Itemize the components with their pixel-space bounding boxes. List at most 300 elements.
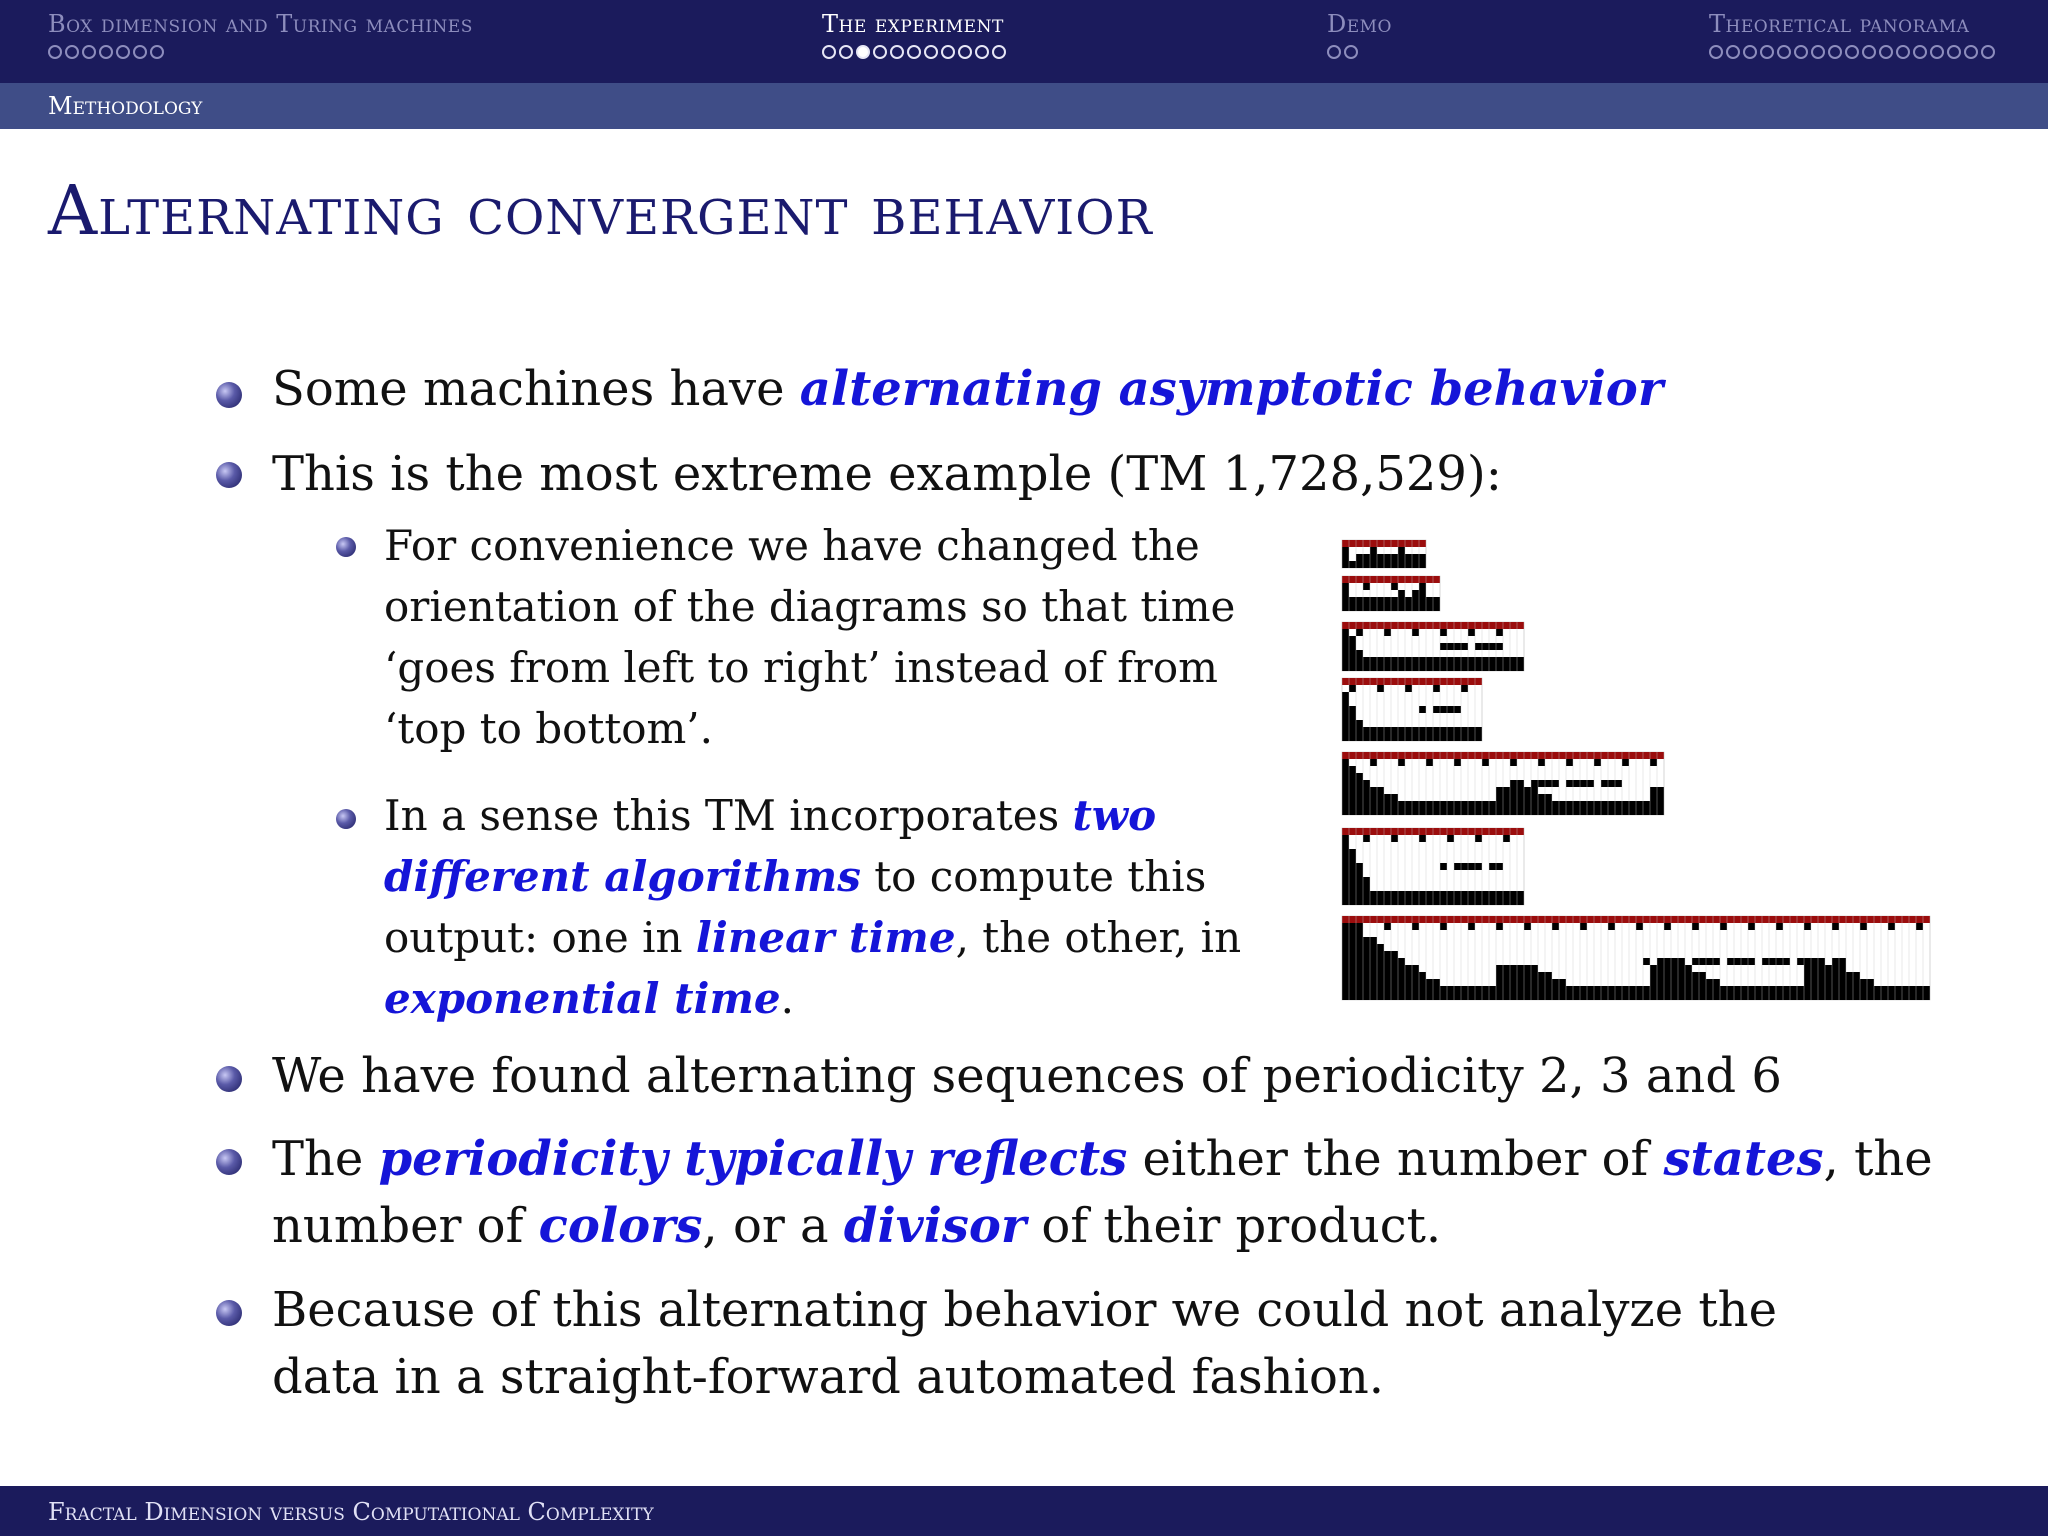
bullet-text: data in a straight-forward automated fashion. <box>272 1349 1385 1405</box>
diagram-cell <box>1384 801 1391 808</box>
diagram-cell <box>1391 554 1398 561</box>
subbullet-line: In a sense this TM incorporates two <box>384 791 1157 840</box>
diagram-cell <box>1538 780 1545 787</box>
diagram-cell <box>1342 835 1349 842</box>
nav-slide-dot[interactable] <box>1947 45 1961 59</box>
diagram-cell <box>1412 808 1419 815</box>
diagram-cell <box>1496 923 1503 930</box>
diagram-cell <box>1342 713 1349 720</box>
diagram-cell <box>1384 597 1391 604</box>
diagram-cell <box>1349 958 1356 965</box>
diagram-cell <box>1615 801 1622 808</box>
diagram-cell <box>1482 664 1489 671</box>
diagram-cell <box>1496 787 1503 794</box>
diagram-cell <box>1699 972 1706 979</box>
nav-slide-dot[interactable] <box>1811 45 1825 59</box>
diagram-cell <box>1545 801 1552 808</box>
diagram-cell <box>1510 780 1517 787</box>
diagram-cell <box>1650 808 1657 815</box>
diagram-cell <box>1370 993 1377 1000</box>
diagram-cell <box>1384 734 1391 741</box>
diagram-cell <box>1447 986 1454 993</box>
diagram-cell <box>1559 993 1566 1000</box>
diagram-cell <box>1349 773 1356 780</box>
diagram-cell <box>1503 794 1510 801</box>
diagram-cell <box>1377 734 1384 741</box>
diagram-cell <box>1377 727 1384 734</box>
diagram-cell <box>1440 923 1447 930</box>
diagram-cell <box>1622 986 1629 993</box>
diagram-cell <box>1804 986 1811 993</box>
diagram-cell <box>1349 664 1356 671</box>
diagram-cell <box>1860 993 1867 1000</box>
nav-slide-dot[interactable] <box>82 45 96 59</box>
diagram-cell <box>1391 986 1398 993</box>
diagram-cell <box>1384 808 1391 815</box>
diagram-cell <box>1370 944 1377 951</box>
diagram-cell <box>1468 801 1475 808</box>
nav-slide-dot[interactable] <box>1845 45 1859 59</box>
diagram-cell <box>1811 965 1818 972</box>
diagram-cell <box>1356 629 1363 636</box>
diagram-cell <box>1363 561 1370 568</box>
diagram-cell <box>1356 972 1363 979</box>
diagram-cell <box>1377 958 1384 965</box>
diagram-cell <box>1342 759 1349 766</box>
diagram-cell <box>1363 554 1370 561</box>
nav-slide-dot[interactable] <box>958 45 972 59</box>
diagram-cell <box>1510 986 1517 993</box>
diagram-cell <box>1391 794 1398 801</box>
diagram-cell <box>1776 986 1783 993</box>
diagram-cell <box>1356 727 1363 734</box>
diagram-cell <box>1678 979 1685 986</box>
diagram-cell <box>1622 759 1629 766</box>
diagram-cell <box>1650 787 1657 794</box>
diagram-cell <box>1391 561 1398 568</box>
diagram-cell <box>1342 650 1349 657</box>
diagram-cell <box>1580 780 1587 787</box>
diagram-cell <box>1615 993 1622 1000</box>
nav-slide-dot[interactable] <box>975 45 989 59</box>
nav-slide-dot[interactable] <box>48 45 62 59</box>
diagram-cell <box>1363 664 1370 671</box>
diagram-cell <box>1559 808 1566 815</box>
diagram-cell <box>1468 629 1475 636</box>
subbullet-line: For convenience we have changed the <box>384 521 1200 570</box>
diagram-cell <box>1496 657 1503 664</box>
nav-slide-dot[interactable] <box>941 45 955 59</box>
diagram-cell <box>1363 898 1370 905</box>
nav-slide-dot[interactable] <box>1879 45 1893 59</box>
diagram-cell <box>1370 951 1377 958</box>
diagram-cell <box>1524 972 1531 979</box>
diagram-cell <box>1342 727 1349 734</box>
diagram-cell <box>1496 629 1503 636</box>
nav-slide-dot[interactable] <box>822 45 836 59</box>
diagram-cell <box>1342 734 1349 741</box>
diagram-cell <box>1419 979 1426 986</box>
nav-slide-dot[interactable] <box>1743 45 1757 59</box>
diagram-cell <box>1377 891 1384 898</box>
diagram-cell <box>1671 979 1678 986</box>
diagram-cell <box>1419 554 1426 561</box>
diagram-cell <box>1636 986 1643 993</box>
diagram-cell <box>1587 780 1594 787</box>
diagram-cell <box>1433 727 1440 734</box>
diagram-cell <box>1342 636 1349 643</box>
diagram-cell <box>1342 884 1349 891</box>
diagram-cell <box>1657 958 1664 965</box>
diagram-cell <box>1433 993 1440 1000</box>
diagram-cell <box>1370 986 1377 993</box>
diagram-cell <box>1524 787 1531 794</box>
diagram-cell <box>1580 923 1587 930</box>
diagram-cell <box>1398 965 1405 972</box>
diagram-cell <box>1762 958 1769 965</box>
diagram-cell <box>1503 891 1510 898</box>
diagram-cell <box>1902 986 1909 993</box>
diagram-cell <box>1755 993 1762 1000</box>
subbullet-line: orientation of the diagrams so that time <box>384 582 1236 631</box>
diagram-cell <box>1482 801 1489 808</box>
diagram-cell <box>1412 965 1419 972</box>
nav-slide-dot[interactable] <box>1760 45 1774 59</box>
diagram-cell <box>1363 801 1370 808</box>
diagram-cell <box>1811 972 1818 979</box>
diagram-cell <box>1412 734 1419 741</box>
diagram-cell <box>1804 958 1811 965</box>
diagram-cell <box>1601 801 1608 808</box>
diagram-cell <box>1342 923 1349 930</box>
diagram-cell <box>1468 923 1475 930</box>
nav-slide-dot[interactable] <box>873 45 887 59</box>
diagram-cell <box>1531 794 1538 801</box>
nav-slide-dot[interactable] <box>116 45 130 59</box>
diagram-cell <box>1916 923 1923 930</box>
diagram-cell <box>1909 986 1916 993</box>
diagram-cell <box>1356 951 1363 958</box>
nav-section-demo[interactable] <box>1327 10 1392 65</box>
diagram-cell <box>1692 986 1699 993</box>
nav-slide-dot[interactable] <box>890 45 904 59</box>
diagram-cell <box>1349 706 1356 713</box>
diagram-cell <box>1342 657 1349 664</box>
diagram-cell <box>1825 979 1832 986</box>
diagram-cell <box>1622 808 1629 815</box>
diagram-cell <box>1391 835 1398 842</box>
diagram-cell <box>1475 891 1482 898</box>
diagram-cell <box>1377 944 1384 951</box>
diagram-cell <box>1657 965 1664 972</box>
diagram-cell <box>1895 993 1902 1000</box>
diagram-cell <box>1517 780 1524 787</box>
diagram-cell <box>1748 923 1755 930</box>
diagram-cell <box>1426 979 1433 986</box>
diagram-cell <box>1503 808 1510 815</box>
diagram-cell <box>1440 993 1447 1000</box>
diagram-cell <box>1839 965 1846 972</box>
nav-section-title[interactable]: Theoretical panorama <box>1709 10 1970 38</box>
diagram-cell <box>1426 759 1433 766</box>
nav-slide-dot[interactable] <box>839 45 853 59</box>
diagram-cell <box>1398 604 1405 611</box>
diagram-cell <box>1377 597 1384 604</box>
nav-slide-dot[interactable] <box>1930 45 1944 59</box>
diagram-cell <box>1503 965 1510 972</box>
diagram-cell <box>1643 958 1650 965</box>
diagram-cell <box>1454 808 1461 815</box>
diagram-cell <box>1783 993 1790 1000</box>
diagram-cell <box>1482 657 1489 664</box>
diagram-cell <box>1629 993 1636 1000</box>
diagram-cell <box>1349 884 1356 891</box>
diagram-cell <box>1433 706 1440 713</box>
nav-slide-dot[interactable] <box>1726 45 1740 59</box>
nav-slide-dot[interactable] <box>907 45 921 59</box>
diagram-cell <box>1510 759 1517 766</box>
diagram-cell <box>1727 958 1734 965</box>
diagram-cell <box>1370 979 1377 986</box>
bullet-ball-icon <box>216 1149 242 1175</box>
diagram-cell <box>1496 664 1503 671</box>
diagram-cell <box>1454 993 1461 1000</box>
diagram-cell <box>1342 951 1349 958</box>
diagram-cell <box>1384 891 1391 898</box>
diagram-cell <box>1503 664 1510 671</box>
subbullet-line: exponential time. <box>384 974 794 1023</box>
diagram-cell <box>1349 685 1356 692</box>
nav-slide-dot[interactable] <box>1709 45 1723 59</box>
diagram-cell <box>1461 891 1468 898</box>
diagram-cell <box>1356 664 1363 671</box>
diagram-cell <box>1706 958 1713 965</box>
diagram-cell <box>1594 801 1601 808</box>
diagram-cell <box>1531 972 1538 979</box>
diagram-cell <box>1517 664 1524 671</box>
diagram-cell <box>1545 993 1552 1000</box>
diagram-cell <box>1391 597 1398 604</box>
diagram-cell <box>1846 972 1853 979</box>
nav-slide-dot[interactable] <box>1327 45 1341 59</box>
diagram-cell <box>1349 937 1356 944</box>
diagram-cell <box>1797 986 1804 993</box>
diagram-cell <box>1475 657 1482 664</box>
diagram-cell <box>1342 597 1349 604</box>
diagram-cell <box>1692 993 1699 1000</box>
diagram-cell <box>1846 993 1853 1000</box>
diagram-cell <box>1797 993 1804 1000</box>
diagram-cell <box>1510 993 1517 1000</box>
diagram-cell <box>1783 958 1790 965</box>
nav-slide-dot[interactable] <box>99 45 113 59</box>
bullet-ball-icon <box>216 1300 242 1326</box>
diagram-cell <box>1349 561 1356 568</box>
diagram-cell <box>1398 801 1405 808</box>
diagram-cell <box>1440 643 1447 650</box>
diagram-cell <box>1685 986 1692 993</box>
diagram-cell <box>1475 993 1482 1000</box>
nav-section-theoretical-panorama[interactable] <box>1709 10 1995 65</box>
diagram-cell <box>1468 898 1475 905</box>
nav-slide-dot[interactable] <box>1344 45 1358 59</box>
diagram-cell <box>1510 979 1517 986</box>
diagram-cell <box>1545 808 1552 815</box>
diagram-cell <box>1342 794 1349 801</box>
diagram-cell <box>1818 979 1825 986</box>
nav-slide-dot[interactable] <box>1794 45 1808 59</box>
diagram-cell <box>1475 835 1482 842</box>
diagram-cell <box>1748 986 1755 993</box>
diagram-cell <box>1356 884 1363 891</box>
diagram-cell <box>1699 979 1706 986</box>
diagram-cell <box>1657 986 1664 993</box>
diagram-cell <box>1762 986 1769 993</box>
diagram-cell <box>1349 965 1356 972</box>
diagram-cell <box>1692 958 1699 965</box>
diagram-cell <box>1356 597 1363 604</box>
diagram-cell <box>1538 759 1545 766</box>
diagram-cell <box>1363 734 1370 741</box>
diagram-cell <box>1412 891 1419 898</box>
diagram-cell <box>1419 561 1426 568</box>
diagram-cell <box>1412 554 1419 561</box>
diagram-cell <box>1566 993 1573 1000</box>
diagram-cell <box>1608 986 1615 993</box>
diagram-cell <box>1391 965 1398 972</box>
diagram-cell <box>1377 794 1384 801</box>
nav-slide-dot[interactable] <box>1913 45 1927 59</box>
emphasis: exponential time <box>384 974 781 1023</box>
diagram-cell <box>1356 877 1363 884</box>
diagram-cell <box>1650 801 1657 808</box>
nav-slide-dot[interactable] <box>1896 45 1910 59</box>
diagram-cell <box>1440 898 1447 905</box>
diagram-cell <box>1433 979 1440 986</box>
nav-slide-dot[interactable] <box>133 45 147 59</box>
nav-section-title[interactable]: The experiment <box>822 10 1004 38</box>
diagram-cell <box>1475 643 1482 650</box>
diagram-cell <box>1664 923 1671 930</box>
bullet-text: This is the most extreme example (TM 1,728,529): <box>272 446 1502 502</box>
diagram-cell <box>1342 692 1349 699</box>
nav-slide-dot[interactable] <box>150 45 164 59</box>
diagram-cell <box>1601 808 1608 815</box>
nav-slide-dot[interactable] <box>1828 45 1842 59</box>
nav-slide-dot[interactable] <box>1862 45 1876 59</box>
diagram-cell <box>1398 979 1405 986</box>
diagram-cell <box>1524 801 1531 808</box>
diagram-cell <box>1349 856 1356 863</box>
diagram-cell <box>1482 898 1489 905</box>
diagram-cell <box>1419 898 1426 905</box>
diagram-cell <box>1349 650 1356 657</box>
nav-slide-dot[interactable] <box>856 45 870 59</box>
diagram-cell <box>1384 554 1391 561</box>
bullet-text: Some machines have alternating asymptotic behavior <box>272 361 1664 417</box>
diagram-cell <box>1860 986 1867 993</box>
diagram-cell <box>1601 993 1608 1000</box>
nav-section-experiment[interactable] <box>822 10 1006 65</box>
diagram-cell <box>1342 780 1349 787</box>
diagram-cell <box>1377 951 1384 958</box>
diagram-cell <box>1391 958 1398 965</box>
diagram-cell <box>1356 780 1363 787</box>
nav-slide-dot[interactable] <box>924 45 938 59</box>
diagram-cell <box>1363 604 1370 611</box>
diagram-cell <box>1363 794 1370 801</box>
nav-slide-dot[interactable] <box>1981 45 1995 59</box>
diagram-cell <box>1370 657 1377 664</box>
diagram-cell <box>1391 734 1398 741</box>
diagram-cell <box>1811 979 1818 986</box>
diagram-cell <box>1391 801 1398 808</box>
diagram-cell <box>1342 554 1349 561</box>
diagram-cell <box>1881 986 1888 993</box>
nav-section-title[interactable]: Box dimension and Turing machines <box>48 10 473 38</box>
nav-slide-dot[interactable] <box>1964 45 1978 59</box>
diagram-cell <box>1573 780 1580 787</box>
diagram-cell <box>1398 898 1405 905</box>
diagram-cell <box>1342 898 1349 905</box>
diagram-cell <box>1342 891 1349 898</box>
diagram-cell <box>1860 979 1867 986</box>
diagram-cell <box>1608 993 1615 1000</box>
diagram-cell <box>1888 986 1895 993</box>
diagram-cell <box>1685 965 1692 972</box>
diagram-cell <box>1846 986 1853 993</box>
diagram-cell <box>1881 993 1888 1000</box>
diagram-cell <box>1349 849 1356 856</box>
diagram-cell <box>1853 972 1860 979</box>
diagram-cell <box>1825 993 1832 1000</box>
diagram-cell <box>1615 780 1622 787</box>
nav-slide-dot[interactable] <box>992 45 1006 59</box>
nav-section-box-dimension[interactable] <box>48 10 473 65</box>
nav-slide-dot[interactable] <box>65 45 79 59</box>
diagram-cell <box>1454 706 1461 713</box>
diagram-cell <box>1342 863 1349 870</box>
diagram-cell <box>1510 657 1517 664</box>
diagram-cell <box>1398 808 1405 815</box>
nav-slide-dot[interactable] <box>1777 45 1791 59</box>
diagram-cell <box>1405 727 1412 734</box>
diagram-cell <box>1594 993 1601 1000</box>
diagram-cell <box>1419 597 1426 604</box>
diagram-cell <box>1384 951 1391 958</box>
diagram-cell <box>1489 993 1496 1000</box>
diagram-cell <box>1741 986 1748 993</box>
diagram-cell <box>1342 808 1349 815</box>
diagram-cell <box>1398 561 1405 568</box>
bullet-text: Because of this alternating behavior we could not analyze the <box>272 1282 1777 1338</box>
diagram-cell <box>1447 835 1454 842</box>
diagram-cell <box>1398 891 1405 898</box>
nav-section-title[interactable]: Demo <box>1327 10 1392 38</box>
diagram-cell <box>1349 979 1356 986</box>
diagram-cell <box>1475 727 1482 734</box>
diagram-cell <box>1426 891 1433 898</box>
diagram-cell <box>1573 986 1580 993</box>
diagram-cell <box>1489 664 1496 671</box>
diagram-cell <box>1370 664 1377 671</box>
diagram-cell <box>1412 923 1419 930</box>
diagram-cell <box>1503 986 1510 993</box>
turing-machine-diagrams-svg <box>1340 536 1940 1008</box>
diagram-cell <box>1349 993 1356 1000</box>
diagram-cell <box>1524 923 1531 930</box>
diagram-cell <box>1384 657 1391 664</box>
